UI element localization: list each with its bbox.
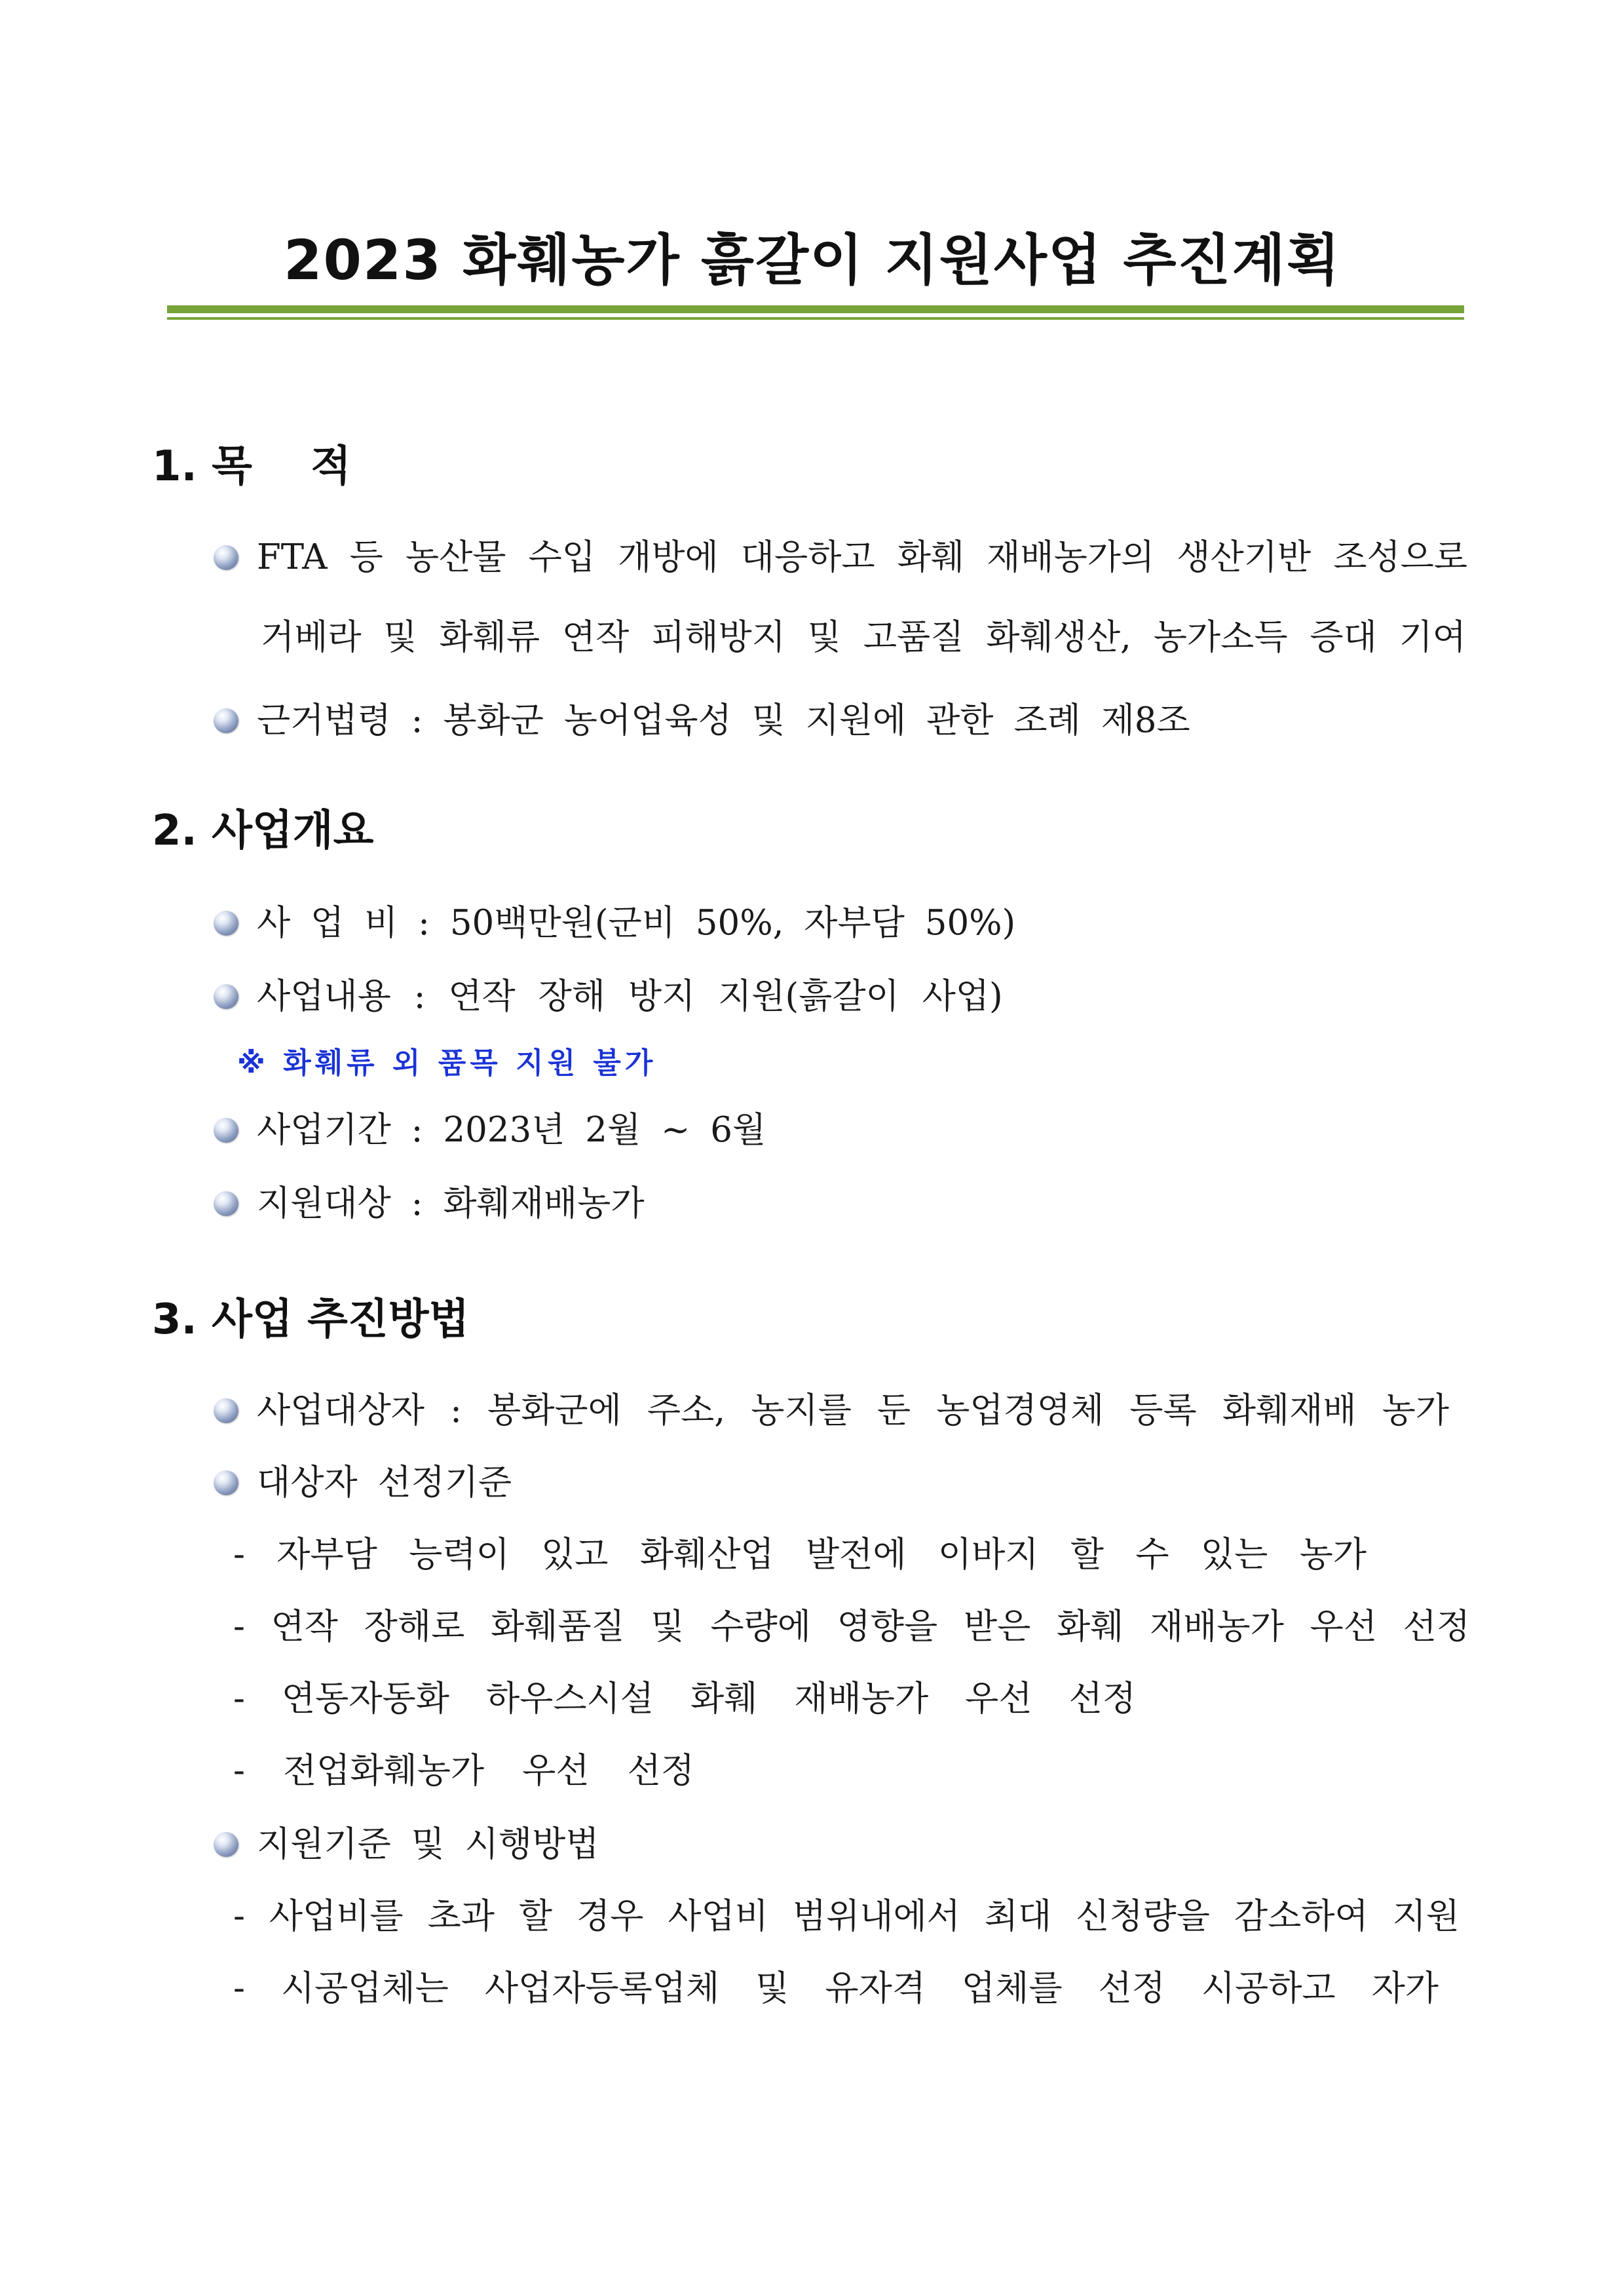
document-title: 2023 화훼농가 흙갈이 지원사업 추진계획 [284, 228, 1341, 292]
overview-budget [214, 895, 1015, 945]
section-heading-overview: 2. 사업개요 [152, 807, 374, 855]
section-heading-purpose: 1. 목 적 [152, 442, 351, 491]
overview-content [214, 968, 1003, 1018]
sphere-bullet-icon [214, 911, 238, 936]
criteria-item-1-text: - 자부담 능력이 있고 화훼산업 발전에 이바지 할 수 있는 농가 [233, 1535, 1367, 1575]
purpose-bullet-1 [214, 529, 1467, 579]
purpose-bullet-legal-basis [214, 693, 1190, 742]
method-eligible [214, 1383, 1449, 1432]
purpose-continuation-text: 거베라 및 화훼류 연작 피해방지 및 고품질 화훼생산, 농가소득 증대 기여 [261, 617, 1466, 657]
purpose-bullet-1-text: FTA 등 농산물 수입 개방에 대응하고 화훼 재배농가의 생산기반 조성으로 [257, 537, 1467, 577]
sphere-bullet-icon [214, 1832, 238, 1857]
budget-text: 사 업 비 : 50백만원(군비 50%, 자부담 50%) [257, 903, 1016, 943]
criteria-item-1 [233, 1527, 1367, 1577]
criteria-item-2-text: - 연작 장해로 화훼품질 및 수량에 영향을 받은 화훼 재배농가 우선 선정 [233, 1607, 1470, 1647]
overview-period [214, 1102, 766, 1152]
sphere-bullet-icon [214, 1398, 238, 1423]
method-criteria [214, 1455, 512, 1504]
support-item-1 [233, 1888, 1460, 1938]
sphere-bullet-icon [214, 984, 238, 1009]
support-criteria-text: 지원기준 및 시행방법 [257, 1824, 599, 1864]
sphere-bullet-icon [214, 545, 238, 570]
support-item-2 [233, 1961, 1439, 2010]
overview-note: ※ 화훼류 외 품목 지원 불가 [237, 1046, 657, 1080]
title-underline-thick [167, 305, 1464, 313]
content-text: 사업내용 : 연작 장해 방지 지원(흙갈이 사업) [257, 976, 1003, 1016]
criteria-item-2 [233, 1599, 1470, 1649]
support-item-1-text: - 사업비를 초과 할 경우 사업비 범위내에서 최대 신청량을 감소하여 지원 [233, 1896, 1460, 1936]
target-text: 지원대상 : 화훼재배농가 [257, 1183, 645, 1223]
sphere-bullet-icon [214, 708, 238, 733]
eligible-text: 사업대상자 : 봉화군에 주소, 농지를 둔 농업경영체 등록 화훼재배 농가 [257, 1390, 1449, 1430]
sphere-bullet-icon [214, 1118, 238, 1143]
overview-target [214, 1176, 645, 1225]
sphere-bullet-icon [214, 1470, 238, 1495]
criteria-item-4-text: - 전업화훼농가 우선 선정 [233, 1751, 694, 1791]
criteria-item-4 [233, 1743, 694, 1793]
support-item-2-text: - 시공업체는 사업자등록업체 및 유자격 업체를 선정 시공하고 자가 [233, 1968, 1439, 2008]
legal-basis-text: 근거법령 : 봉화군 농어업육성 및 지원에 관한 조례 제8조 [257, 700, 1190, 740]
method-support-criteria [214, 1816, 599, 1866]
period-text: 사업기간 : 2023년 2월 ~ 6월 [257, 1110, 766, 1150]
criteria-text: 대상자 선정기준 [257, 1463, 512, 1502]
purpose-bullet-1-continuation [261, 609, 1466, 659]
criteria-item-3-text: - 연동자동화 하우스시설 화훼 재배농가 우선 선정 [233, 1679, 1136, 1719]
section-heading-method: 3. 사업 추진방법 [152, 1295, 470, 1344]
title-underline-thin [167, 317, 1464, 320]
criteria-item-3 [233, 1671, 1136, 1721]
sphere-bullet-icon [214, 1191, 238, 1216]
